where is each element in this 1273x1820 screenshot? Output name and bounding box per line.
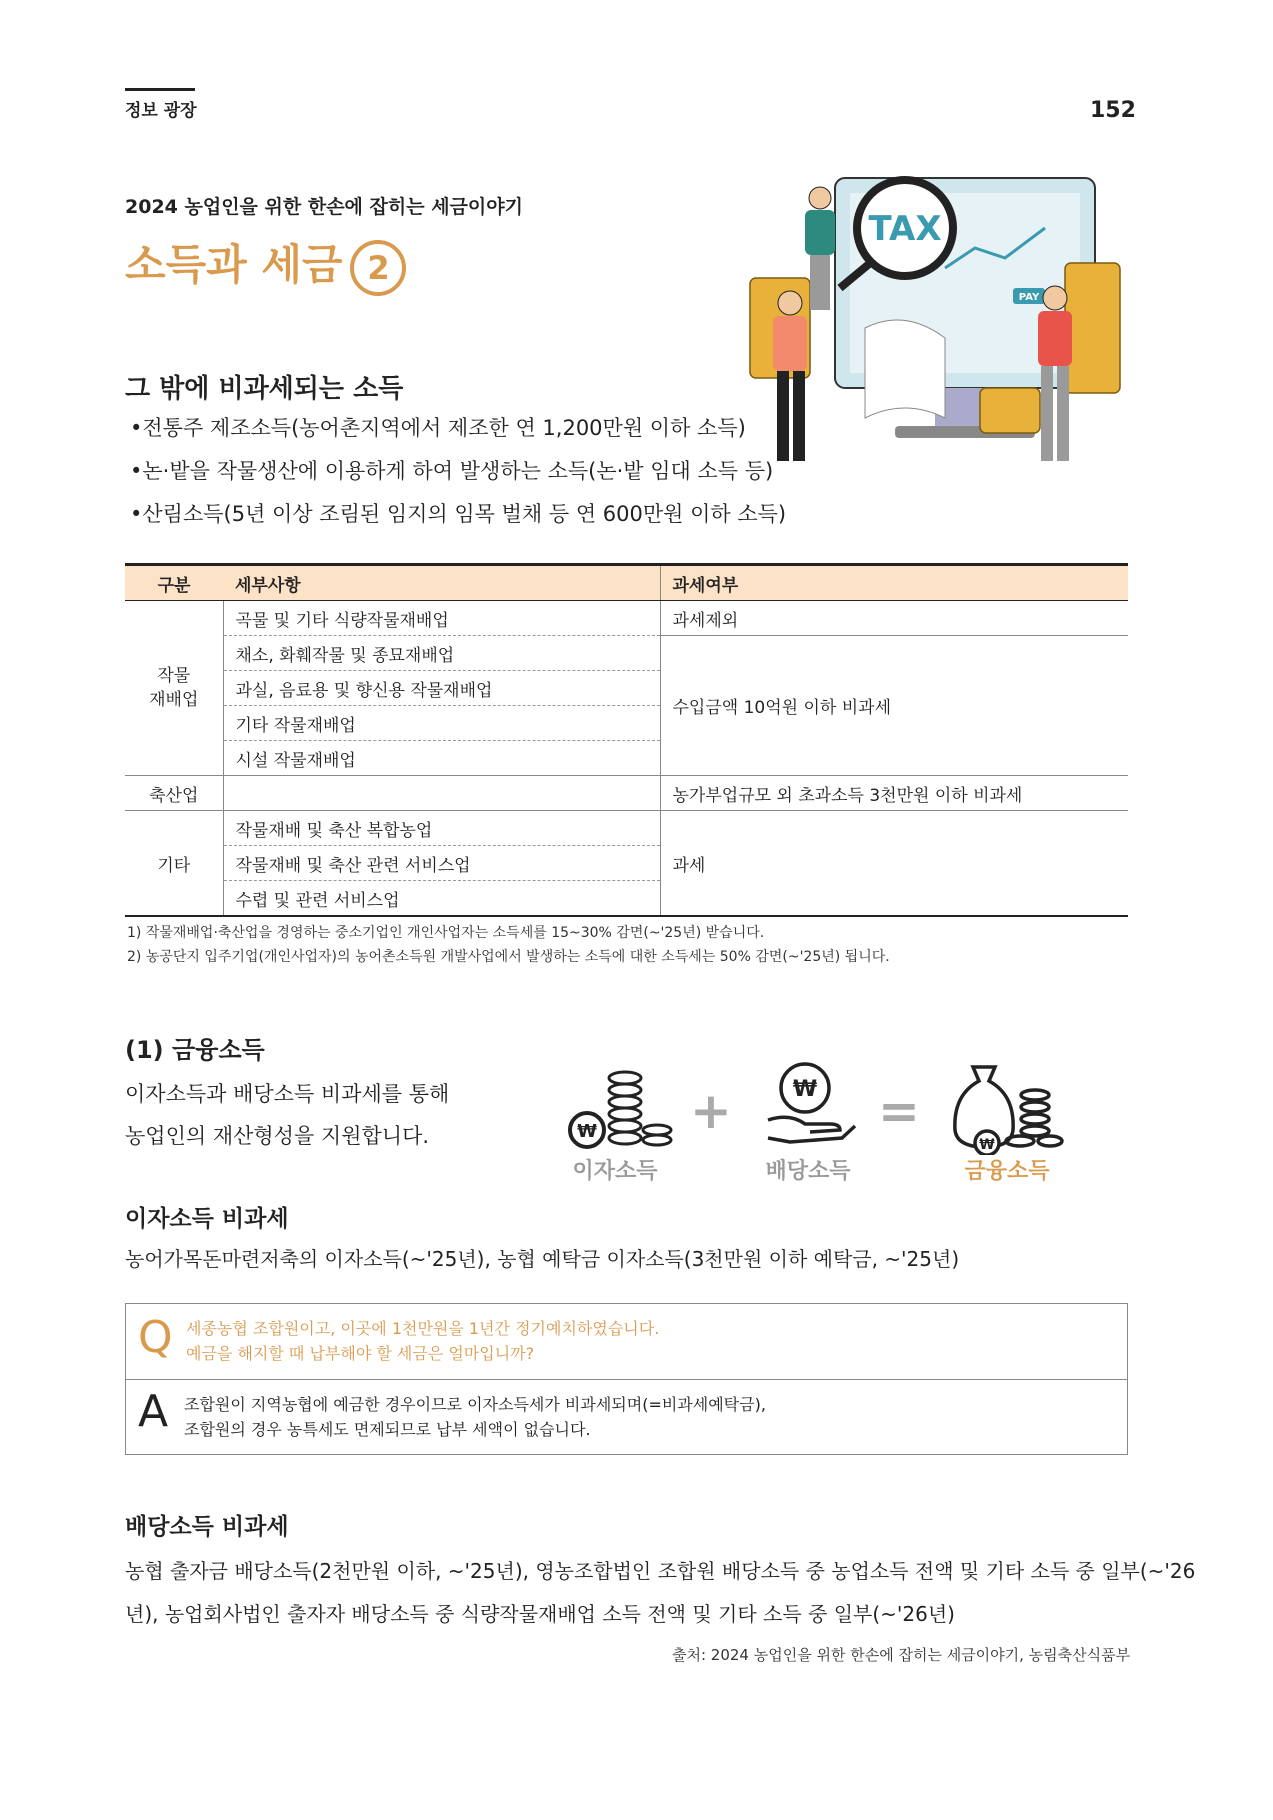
question-line: 세종농협 조합원이고, 이곳에 1천만원을 1년간 정기예치하였습니다. bbox=[186, 1319, 660, 1338]
dividend-line: 농협 출자금 배당소득(2천만원 이하, ~'25년), 영농조합법인 조합원 배당소득 중 농업소득 전액 및 기타 소득 중 일부(~'26 bbox=[125, 1559, 1196, 1583]
detail-cell: 작물재배 및 축산 관련 서비스업 bbox=[223, 846, 660, 881]
qa-box bbox=[125, 1303, 1128, 1455]
interest-text: 농어가목돈마련저축의 이자소득(~'25년), 농협 예탁금 이자소득(3천만원 이하 예탁금, ~'25년) bbox=[125, 1247, 960, 1271]
table-header-row bbox=[125, 565, 1128, 601]
svg-text:₩: ₩ bbox=[792, 1077, 818, 1102]
detail-cell: 시설 작물재배업 bbox=[223, 741, 660, 776]
detail-cell: 곡물 및 기타 식량작물재배업 bbox=[223, 601, 660, 636]
table-row bbox=[125, 601, 1128, 636]
detail-cell: 기타 작물재배업 bbox=[223, 706, 660, 741]
money-bag-icon bbox=[945, 1055, 1065, 1155]
svg-text:₩: ₩ bbox=[979, 1137, 995, 1153]
svg-text:₩: ₩ bbox=[577, 1121, 597, 1142]
answer-text bbox=[184, 1392, 766, 1442]
table-note: 1) 작물재배업·축산업을 경영하는 중소기업인 개인사업자는 소득세를 15~30% 감면(~'25년) 받습니다. bbox=[127, 925, 765, 941]
question-line: 예금을 해지할 때 납부해야 할 세금은 얼마입니까? bbox=[186, 1344, 535, 1363]
svg-text:TAX: TAX bbox=[868, 209, 942, 249]
header-rule bbox=[125, 88, 195, 91]
tax-cell: 농가부업규모 외 초과소득 3천만원 이하 비과세 bbox=[660, 776, 1128, 811]
tax-cell: 과세 bbox=[660, 811, 1128, 917]
title-number-badge: 2 bbox=[350, 240, 406, 296]
answer-line: 조합원의 경우 농특세도 면제되므로 납부 세액이 없습니다. bbox=[184, 1420, 591, 1439]
category-cell: 작물 재배업 bbox=[125, 601, 223, 776]
bullet-item: •논·밭을 작물생산에 이용하게 하여 발생하는 소득(논·밭 임대 소득 등) bbox=[130, 459, 774, 483]
dividend-heading: 배당소득 비과세 bbox=[125, 1514, 289, 1540]
bullet-item: •전통주 제조소득(농어촌지역에서 제조한 연 1,200만원 이하 소득) bbox=[130, 416, 746, 440]
tax-table bbox=[125, 563, 1128, 917]
financial-heading: (1) 금융소득 bbox=[125, 1036, 265, 1064]
table-row bbox=[125, 811, 1128, 846]
question-row bbox=[126, 1304, 1127, 1380]
other-income-heading: 그 밖에 비과세되는 소득 bbox=[125, 374, 404, 404]
page-number: 152 bbox=[1090, 98, 1136, 123]
detail-cell: 수렵 및 관련 서비스업 bbox=[223, 881, 660, 917]
subtitle: 2024 농업인을 위한 한손에 잡히는 세금이야기 bbox=[125, 196, 523, 218]
category-cell: 기타 bbox=[125, 811, 223, 917]
bullet-item: •산림소득(5년 이상 조림된 임지의 임목 벌채 등 연 600만원 이하 소득) bbox=[130, 502, 787, 526]
header-tax: 과세여부 bbox=[660, 565, 1128, 601]
tax-illustration bbox=[745, 168, 1130, 480]
interest-heading: 이자소득 비과세 bbox=[125, 1206, 289, 1232]
source-note: 출처: 2024 농업인을 위한 한손에 잡히는 세금이야기, 농림축산식품부 bbox=[672, 1646, 1131, 1664]
detail-cell: 채소, 화훼작물 및 종묘재배업 bbox=[223, 636, 660, 671]
table-row bbox=[125, 636, 1128, 671]
dividend-line: 년), 농업회사법인 출자자 배당소득 중 식량작물재배업 소득 전액 및 기타 소득 중 일부(~'26년) bbox=[125, 1602, 955, 1626]
svg-text:PAY: PAY bbox=[1018, 292, 1040, 303]
detail-cell bbox=[223, 776, 660, 811]
financial-line: 이자소득과 배당소득 비과세를 통해 bbox=[125, 1082, 450, 1106]
section-label: 정보 광장 bbox=[125, 101, 197, 121]
interest-income-label: 이자소득 bbox=[572, 1159, 658, 1184]
answer-letter: A bbox=[138, 1386, 169, 1437]
header-detail: 세부사항 bbox=[223, 565, 660, 601]
title-text: 소득과 세금 bbox=[125, 240, 343, 289]
financial-income-label: 금융소득 bbox=[964, 1159, 1050, 1184]
header-category: 구분 bbox=[125, 565, 223, 601]
tax-cell: 수입금액 10억원 이하 비과세 bbox=[660, 636, 1128, 776]
dividend-income-label: 배당소득 bbox=[765, 1159, 851, 1184]
detail-cell: 작물재배 및 축산 복합농업 bbox=[223, 811, 660, 846]
financial-line: 농업인의 재산형성을 지원합니다. bbox=[125, 1124, 430, 1148]
hand-coin-icon bbox=[760, 1058, 860, 1153]
category-cell: 축산업 bbox=[125, 776, 223, 811]
table-row bbox=[125, 776, 1128, 811]
table-note: 2) 농공단지 입주기업(개인사업자)의 농어촌소득원 개발사업에서 발생하는 소득에 대한 소득세는 50% 감면(~'25년) 됩니다. bbox=[127, 949, 890, 965]
plus-sign: + bbox=[690, 1082, 732, 1140]
answer-row bbox=[126, 1380, 1127, 1454]
page-title bbox=[125, 232, 406, 296]
equals-sign: = bbox=[878, 1082, 920, 1140]
detail-cell: 과실, 음료용 및 향신용 작물재배업 bbox=[223, 671, 660, 706]
question-text bbox=[186, 1316, 659, 1366]
tax-cell: 과세제외 bbox=[660, 601, 1128, 636]
answer-line: 조합원이 지역농협에 예금한 경우이므로 이자소득세가 비과세되며(=비과세예탁금), bbox=[184, 1395, 766, 1414]
coins-icon bbox=[565, 1060, 675, 1155]
question-letter: Q bbox=[138, 1312, 173, 1363]
